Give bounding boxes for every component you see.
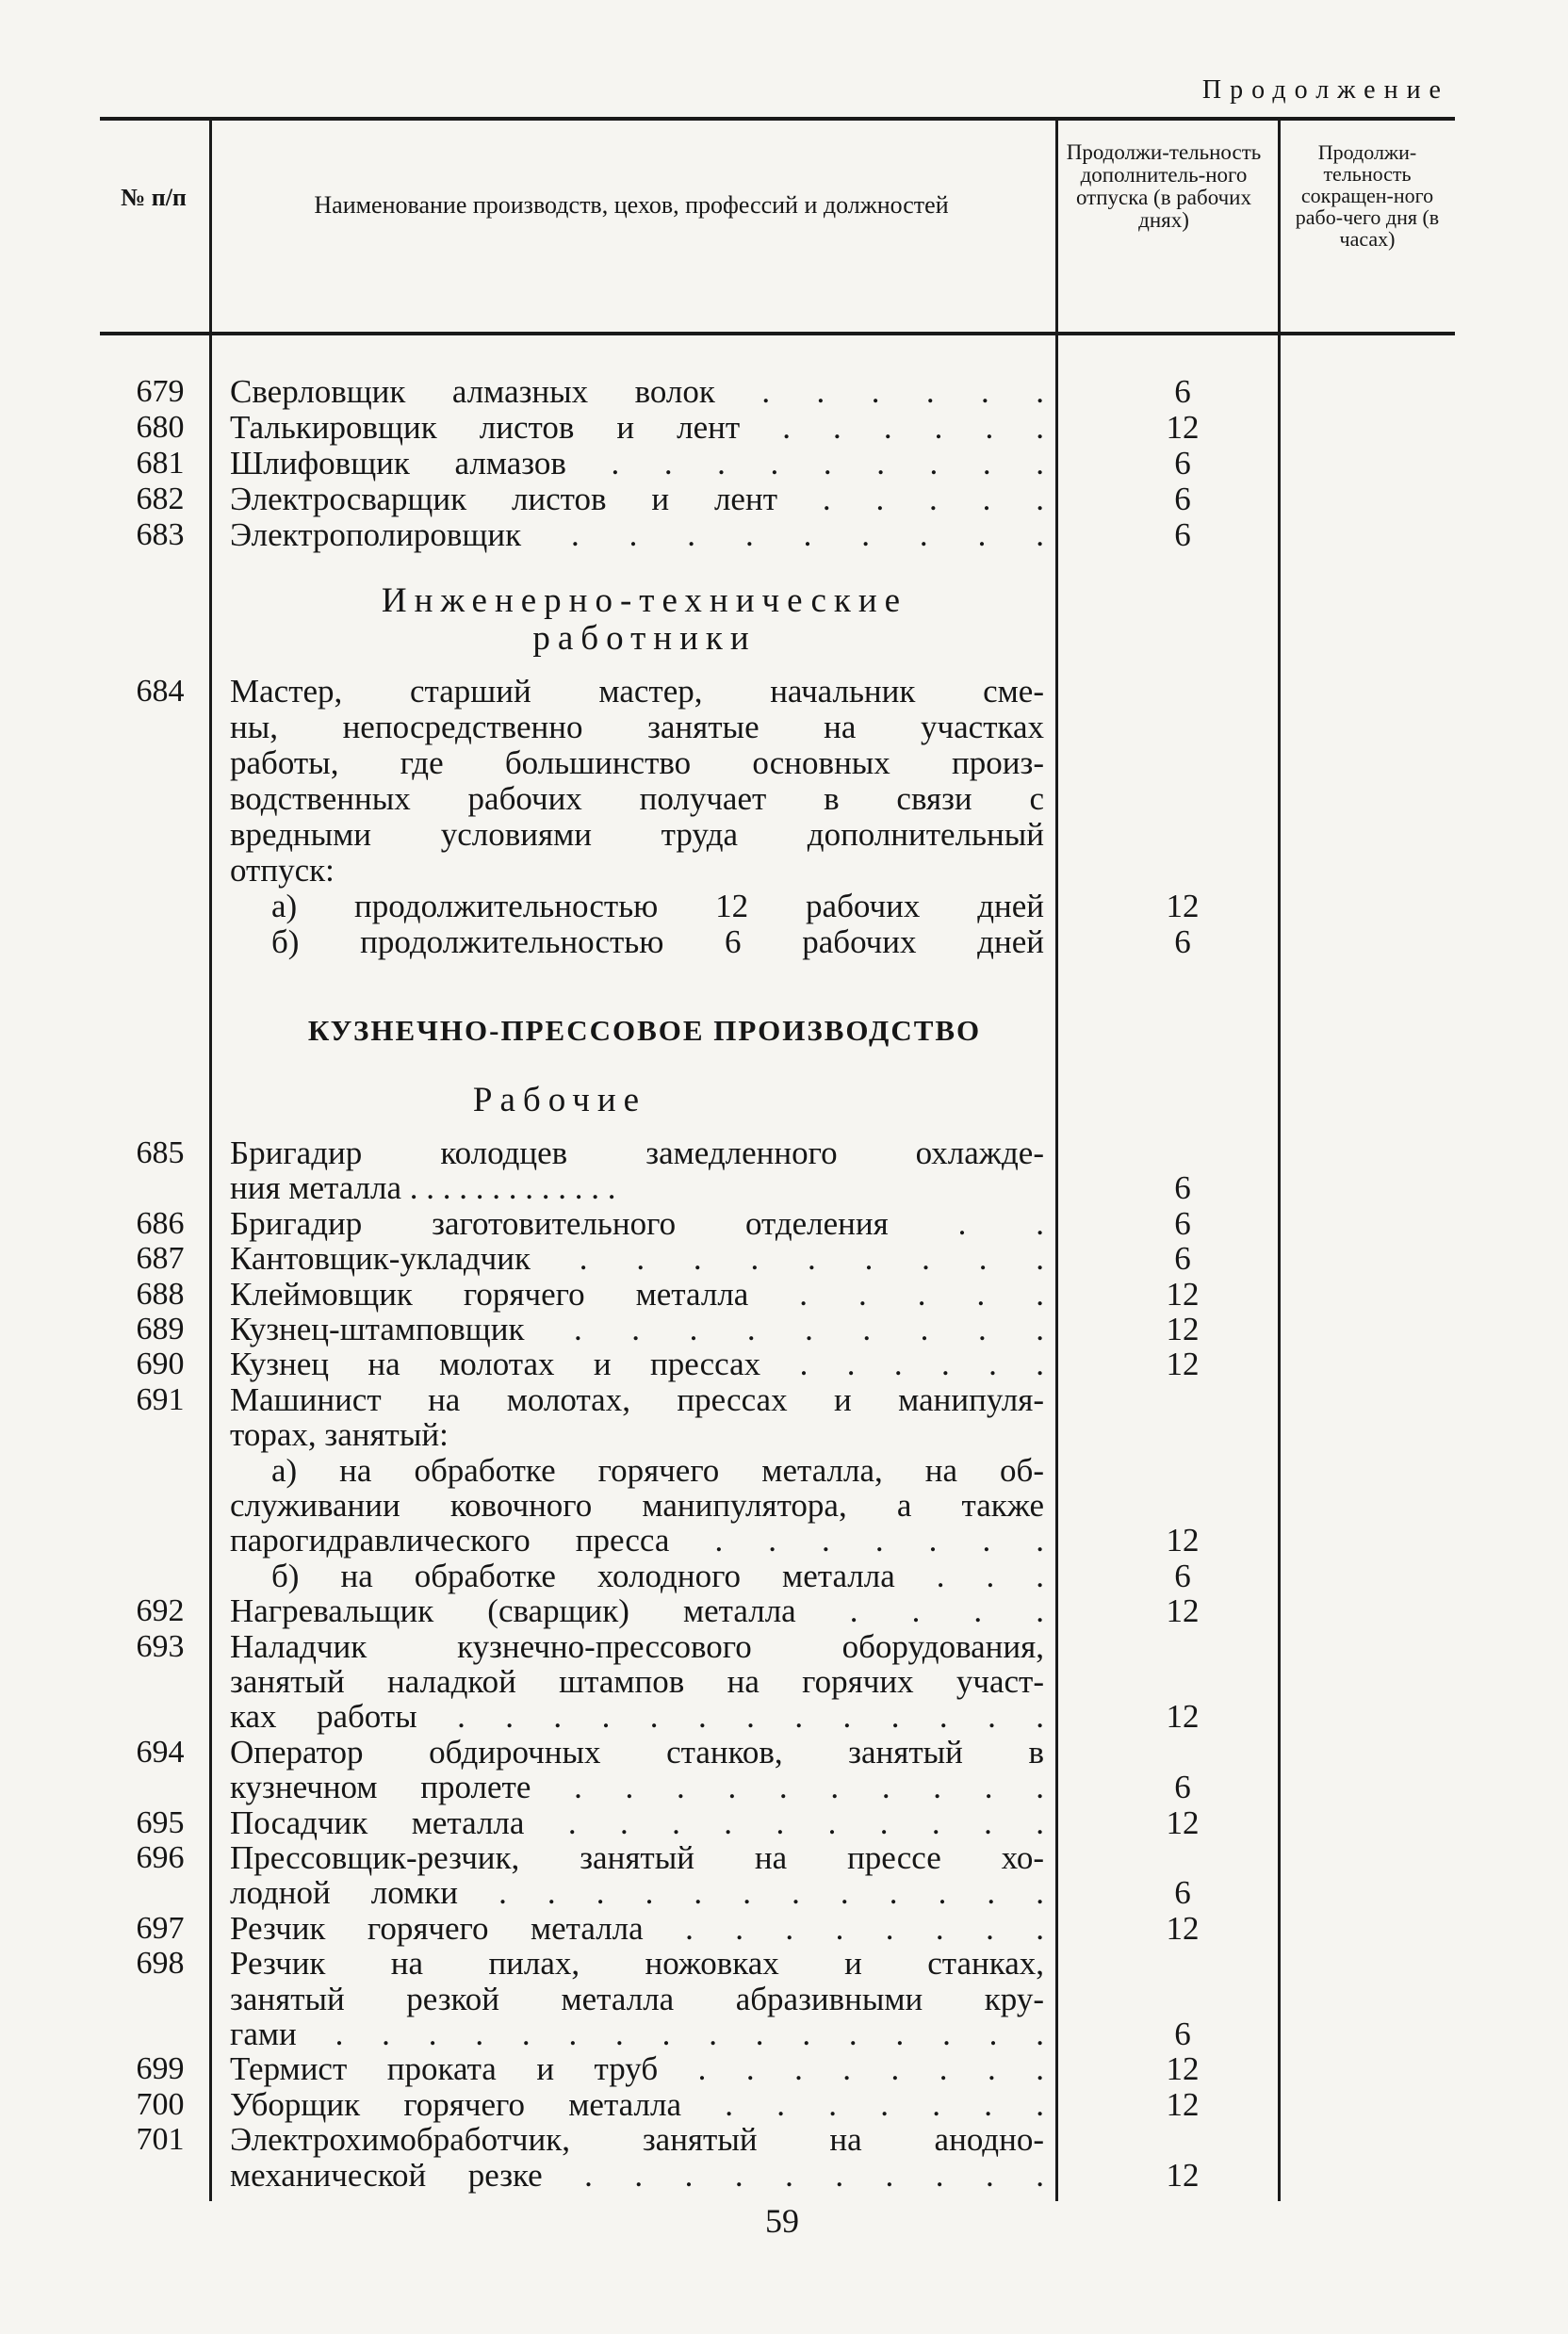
row-days: 12 xyxy=(1166,2157,1200,2194)
row-number: 701 xyxy=(136,2122,185,2157)
table-row xyxy=(0,445,1568,482)
row-days: 6 xyxy=(1174,1205,1191,1242)
table-row xyxy=(0,1628,1568,1666)
row-text: Нагревальщик (сварщик) металла . . . . xyxy=(230,1592,1044,1629)
row-days: 12 xyxy=(1166,1804,1200,1841)
table-row xyxy=(0,1663,1568,1701)
row-text: вредными условиями труда дополнительный xyxy=(230,816,1044,853)
continuation-label: Продолжение xyxy=(1201,75,1449,105)
row-number: 699 xyxy=(136,2051,185,2086)
row-text: Бригадир колодцев замедленного охлажде- xyxy=(230,1134,1044,1171)
row-number: 698 xyxy=(136,1946,185,1981)
row-text: Клеймовщик горячего металла . . . . . xyxy=(230,1276,1044,1313)
row-text: Бригадир заготовительного отделения . . xyxy=(230,1205,1044,1242)
table-row xyxy=(0,481,1568,518)
row-text: Посадчик металла . . . . . . . . . . xyxy=(230,1804,1044,1841)
table-row xyxy=(0,2016,1568,2053)
row-text: Машинист на молотах, прессах и манипуля- xyxy=(230,1381,1044,1418)
row-number: 686 xyxy=(136,1206,185,1241)
row-text: Электросварщик листов и лент . . . . . xyxy=(230,481,1044,517)
row-text: Резчик на пилах, ножовках и станках, xyxy=(230,1945,1044,1982)
table-row xyxy=(0,1240,1568,1278)
row-number: 700 xyxy=(136,2087,185,2122)
table-row xyxy=(0,1416,1568,1454)
row-days: 6 xyxy=(1174,2016,1191,2052)
row-text: а) продолжительностью 12 рабочих дней xyxy=(271,888,1044,924)
row-text: Прессовщик-резчик, занятый на прессе хо- xyxy=(230,1839,1044,1876)
row-text: ния металла . . . . . . . . . . . . . xyxy=(230,1169,616,1206)
row-number: 697 xyxy=(136,1911,185,1946)
section-title-engineering: Инженерно-технические xyxy=(381,581,908,620)
header-bottom-rule xyxy=(100,332,1455,335)
table-row xyxy=(0,1346,1568,1383)
row-number: 688 xyxy=(136,1277,185,1312)
row-days: 12 xyxy=(1166,409,1200,446)
row-text: б) на обработке холодного металла . . . xyxy=(271,1558,1044,1594)
row-text: кузнечном пролете . . . . . . . . . . xyxy=(230,1769,1044,1805)
row-text: отпуск: xyxy=(230,852,335,889)
row-days: 6 xyxy=(1174,373,1191,410)
row-number: 683 xyxy=(136,517,185,552)
row-days: 6 xyxy=(1174,1874,1191,1911)
table-row xyxy=(0,1276,1568,1314)
row-days: 12 xyxy=(1166,1276,1200,1313)
row-number: 687 xyxy=(136,1241,185,1276)
row-days: 6 xyxy=(1174,1240,1191,1277)
table-row xyxy=(0,1169,1568,1207)
row-days: 6 xyxy=(1174,481,1191,517)
table-row xyxy=(0,1522,1568,1559)
row-days: 12 xyxy=(1166,1311,1200,1347)
table-row xyxy=(0,2050,1568,2088)
table-row xyxy=(0,1804,1568,1842)
table-row xyxy=(0,888,1568,925)
row-number: 689 xyxy=(136,1312,185,1347)
table-row xyxy=(0,2121,1568,2159)
row-text: б) продолжительностью 6 рабочих дней xyxy=(271,923,1044,960)
row-number: 685 xyxy=(136,1135,185,1170)
row-text: Оператор обдирочных станков, занятый в xyxy=(230,1734,1044,1771)
row-days: 6 xyxy=(1174,445,1191,481)
row-text: механической резке . . . . . . . . . . xyxy=(230,2157,1044,2194)
row-days: 6 xyxy=(1174,516,1191,553)
row-text: Наладчик кузнечно-прессового оборудования, xyxy=(230,1628,1044,1665)
table-row xyxy=(0,923,1568,961)
row-text: гами . . . . . . . . . . . . . . . . xyxy=(230,2016,1044,2052)
row-days: 6 xyxy=(1174,923,1191,960)
row-days: 12 xyxy=(1166,2086,1200,2123)
row-text: лодной ломки . . . . . . . . . . . . xyxy=(230,1874,1044,1911)
row-text: Кузнец на молотах и прессах . . . . . . xyxy=(230,1346,1044,1382)
row-number: 680 xyxy=(136,410,185,445)
section-title-engineering-2: работники xyxy=(532,619,757,658)
table-row xyxy=(0,1910,1568,1948)
table-row xyxy=(0,2086,1568,2124)
row-text: Талькировщик листов и лент . . . . . . xyxy=(230,409,1044,446)
table-row xyxy=(0,816,1568,854)
row-text: ках работы . . . . . . . . . . . . . xyxy=(230,1698,1044,1735)
header-top-rule xyxy=(100,117,1455,121)
row-text: водственных рабочих получает в связи с xyxy=(230,780,1044,817)
row-number: 691 xyxy=(136,1382,185,1417)
table-row xyxy=(0,780,1568,818)
table-row xyxy=(0,1874,1568,1912)
row-days: 12 xyxy=(1166,1910,1200,1947)
table-row xyxy=(0,673,1568,710)
row-days: 12 xyxy=(1166,2050,1200,2087)
row-days: 6 xyxy=(1174,1169,1191,1206)
header-number: № п/п xyxy=(121,184,187,211)
table-row xyxy=(0,852,1568,890)
table-row xyxy=(0,709,1568,746)
row-text: Кузнец-штамповщик . . . . . . . . . xyxy=(230,1311,1044,1347)
row-days: 12 xyxy=(1166,1346,1200,1382)
row-text: торах, занятый: xyxy=(230,1416,449,1453)
row-text: Резчик горячего металла . . . . . . . . xyxy=(230,1910,1044,1947)
table-row xyxy=(0,1592,1568,1630)
row-text: Мастер, старший мастер, начальник сме- xyxy=(230,673,1044,710)
table-row xyxy=(0,1698,1568,1736)
row-number: 690 xyxy=(136,1347,185,1381)
header-name: Наименование производств, цехов, профессий и должностей xyxy=(314,191,949,219)
row-days: 6 xyxy=(1174,1558,1191,1594)
row-text: ны, непосредственно занятые на участках xyxy=(230,709,1044,745)
row-number: 684 xyxy=(136,674,185,709)
row-number: 681 xyxy=(136,446,185,481)
row-text: а) на обработке горячего металла, на об- xyxy=(271,1452,1044,1489)
row-days: 6 xyxy=(1174,1769,1191,1805)
table-row xyxy=(0,516,1568,554)
row-text: Кантовщик-укладчик . . . . . . . . . xyxy=(230,1240,1044,1277)
table-row xyxy=(0,1381,1568,1419)
row-number: 695 xyxy=(136,1805,185,1840)
header-short-day-hours: Продолжи-тельность сокращен-ного рабо-чего дня (в часах) xyxy=(1295,140,1440,252)
row-text: Термист проката и труб . . . . . . . . xyxy=(230,2050,1044,2087)
table-row xyxy=(0,1134,1568,1172)
row-days: 12 xyxy=(1166,888,1200,924)
row-number: 679 xyxy=(136,374,185,409)
table-row xyxy=(0,1945,1568,1983)
row-text: служивании ковочного манипулятора, а также xyxy=(230,1487,1044,1524)
row-days: 12 xyxy=(1166,1592,1200,1629)
table-row xyxy=(0,1839,1568,1877)
row-text: занятый резкой металла абразивными кру- xyxy=(230,1981,1044,2017)
page-number: 59 xyxy=(765,2202,799,2240)
table-row xyxy=(0,2157,1568,2195)
table-row xyxy=(0,1452,1568,1490)
row-text: занятый наладкой штампов на горячих участ- xyxy=(230,1663,1044,1700)
table-row xyxy=(0,1311,1568,1348)
section-title-forging: КУЗНЕЧНО-ПРЕССОВОЕ ПРОИЗВОДСТВО xyxy=(307,1014,982,1047)
table-row xyxy=(0,1769,1568,1806)
table-row xyxy=(0,1205,1568,1243)
row-number: 682 xyxy=(136,481,185,516)
row-number: 696 xyxy=(136,1840,185,1875)
table-row xyxy=(0,409,1568,447)
row-text: парогидравлического пресса . . . . . . . xyxy=(230,1522,1044,1559)
row-number: 692 xyxy=(136,1593,185,1628)
table-row xyxy=(0,1487,1568,1525)
row-days: 12 xyxy=(1166,1698,1200,1735)
row-number: 694 xyxy=(136,1735,185,1770)
row-text: Шлифовщик алмазов . . . . . . . . . xyxy=(230,445,1044,481)
row-number: 693 xyxy=(136,1629,185,1664)
table-row xyxy=(0,1981,1568,2018)
row-text: Электрополировщик . . . . . . . . . xyxy=(230,516,1044,553)
row-text: Уборщик горячего металла . . . . . . . xyxy=(230,2086,1044,2123)
row-text: работы, где большинство основных произ- xyxy=(230,744,1044,781)
table-row xyxy=(0,744,1568,782)
row-text: Электрохимобработчик, занятый на анодно- xyxy=(230,2121,1044,2158)
table-row xyxy=(0,1558,1568,1595)
row-text: Сверловщик алмазных волок . . . . . . xyxy=(230,373,1044,410)
row-days: 12 xyxy=(1166,1522,1200,1559)
section-title-workers: Рабочие xyxy=(472,1081,647,1119)
table-row xyxy=(0,373,1568,411)
table-row xyxy=(0,1734,1568,1771)
header-vacation-days: Продолжи-тельность дополнитель-ного отпуска (в рабочих днях) xyxy=(1066,140,1262,233)
